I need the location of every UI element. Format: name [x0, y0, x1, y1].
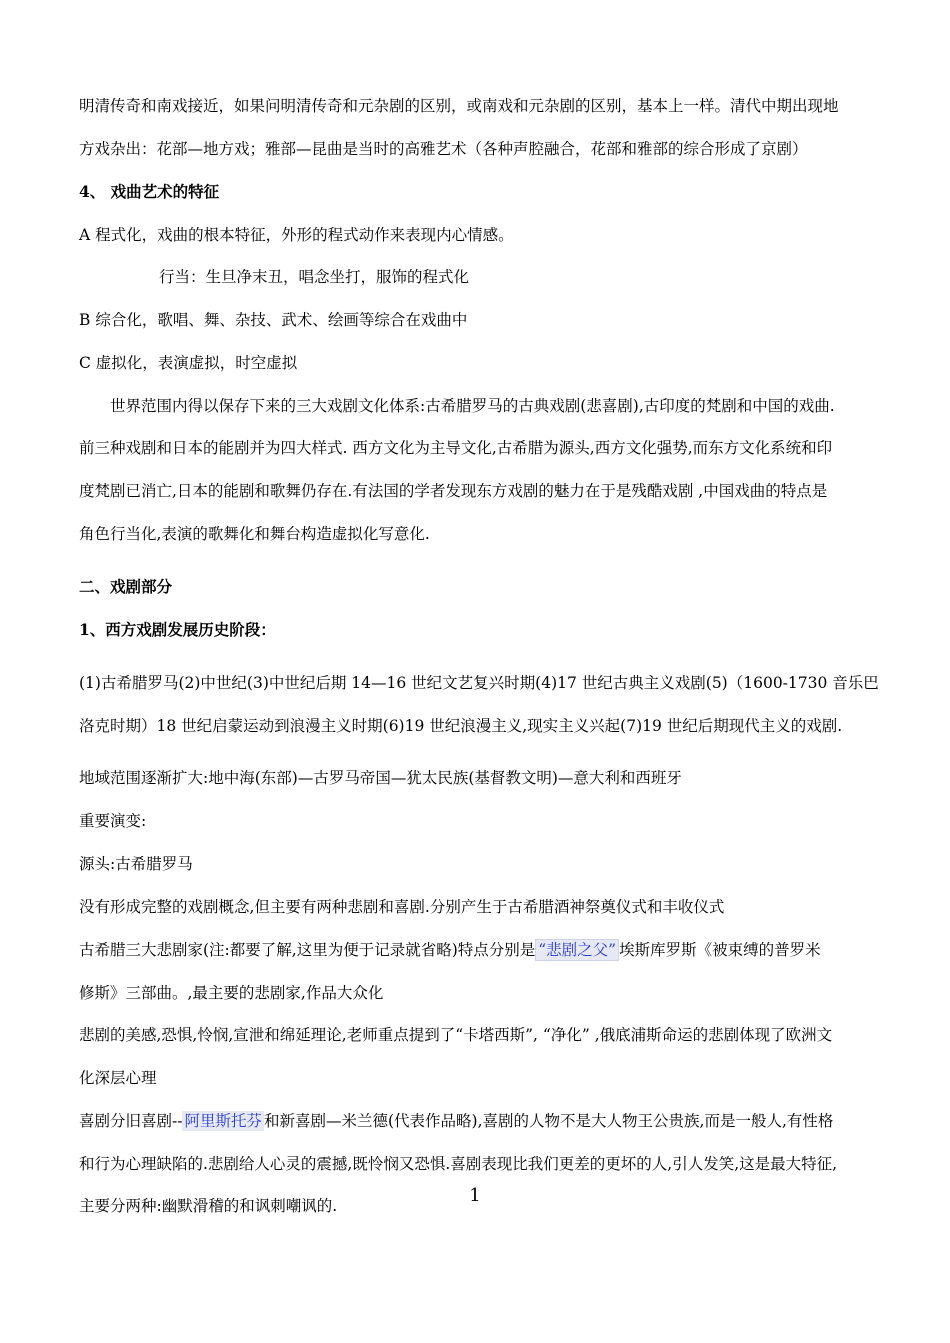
paragraph-line: B 综合化，歌唱、舞、杂技、武术、绘画等综合在戏曲中	[79, 311, 468, 329]
paragraph-line: 主要分两种:幽默滑稽的和讽刺嘲讽的.	[79, 1197, 338, 1215]
paragraph-line: C 虚拟化，表演虚拟，时空虚拟	[79, 354, 298, 372]
paragraph-line: 化深层心理	[79, 1069, 157, 1087]
paragraph-line: 和行为心理缺陷的.悲剧给人心灵的震撼,既怜悯又恐惧.喜剧表现比我们更差的更坏的人,引人发笑,这是最大特征,	[79, 1155, 838, 1173]
paragraph-line: 明清传奇和南戏接近，如果问明清传奇和元杂剧的区别，或南戏和元杂剧的区别，基本上一样。清代中期出现地	[79, 97, 839, 115]
paragraph-line: 洛克时期）18 世纪启蒙运动到浪漫主义时期(6)19 世纪浪漫主义,现实主义兴起(7)19 世纪后期现代主义的戏剧.	[79, 717, 843, 735]
paragraph-line: 重要演变:	[79, 812, 147, 830]
paragraph-line: 没有形成完整的戏剧概念,但主要有两种悲剧和喜剧.分别产生于古希腊酒神祭奠仪式和丰收仪式	[79, 898, 725, 916]
section-heading: 二、戏剧部分	[79, 577, 173, 596]
paragraph-line: 世界范围内得以保存下来的三大戏剧文化体系:古希腊罗马的古典戏剧(悲喜剧),古印度的梵剧和中国的戏曲.	[110, 397, 835, 415]
paragraph-line: 地域范围逐渐扩大:地中海(东部)—古罗马帝国—犹太民族(基督教文明)—意大利和西班牙	[79, 769, 682, 787]
paragraph-line: 度梵剧已消亡,日本的能剧和歌舞仍存在.有法国的学者发现东方戏剧的魅力在于是残酷戏剧 ,中国戏曲的特点是	[79, 482, 828, 500]
text-segment: 埃斯库罗斯《被束缚的普罗米	[619, 941, 821, 959]
page-number: 1	[469, 1185, 481, 1206]
paragraph-line: (1)古希腊罗马(2)中世纪(3)中世纪后期 14—16 世纪文艺复兴时期(4)17 世纪古典主义戏剧(5)（1600-1730 音乐巴	[79, 674, 879, 692]
paragraph-line: 源头:古希腊罗马	[79, 855, 193, 873]
text-segment: 和新喜剧—米兰德(代表作品略),喜剧的人物不是大人物王公贵族,而是一般人,有性格	[264, 1112, 834, 1130]
subsection-heading: 1、西方戏剧发展历史阶段：	[79, 620, 276, 639]
paragraph-line: 悲剧的美感,恐惧,怜悯,宣泄和绵延理论,老师重点提到了“卡塔西斯”, “净化” ,俄底浦斯命运的悲剧体现了欧洲文	[79, 1026, 833, 1044]
text-segment: 喜剧分旧喜剧--	[79, 1112, 183, 1130]
paragraph-line: 角色行当化,表演的歌舞化和舞台构造虚拟化写意化.	[79, 525, 430, 543]
paragraph-line	[79, 1111, 833, 1131]
highlighted-term[interactable]: 阿里斯托芬	[184, 1112, 262, 1130]
paragraph-line: 前三种戏剧和日本的能剧并为四大样式. 西方文化为主导文化,古希腊为源头,西方文化强势,而东方文化系统和印	[79, 439, 833, 457]
paragraph-line	[79, 940, 821, 960]
text-segment: 古希腊三大悲剧家(注:都要了解,这里为便于记录就省略)特点分别是	[79, 941, 536, 959]
paragraph-line: 修斯》三部曲。,最主要的悲剧家,作品大众化	[79, 984, 384, 1002]
paragraph-line: 方戏杂出：花部—地方戏；雅部—昆曲是当时的高雅艺术（各种声腔融合，花部和雅部的综合形成了京剧）	[79, 140, 808, 158]
paragraph-line: A 程式化，戏曲的根本特征，外形的程式动作来表现内心情感。	[79, 226, 514, 244]
paragraph-line: 行当：生旦净末丑，唱念坐打，服饰的程式化	[159, 268, 470, 286]
highlighted-term[interactable]: “悲剧之父”	[535, 939, 619, 961]
section-heading: 4、 戏曲艺术的特征	[79, 182, 220, 201]
